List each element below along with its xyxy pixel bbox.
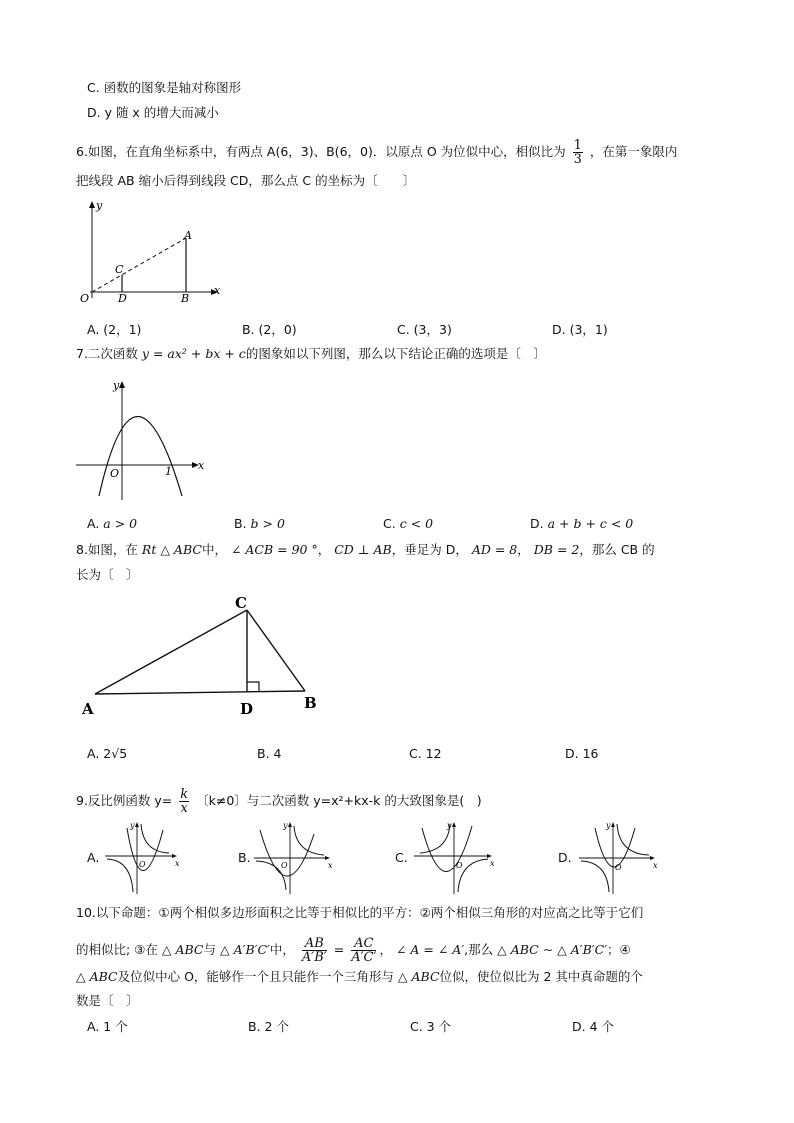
q10-text-f: ；④ — [607, 942, 631, 957]
q7-o-label: O — [110, 467, 120, 480]
q8-text-5: ， — [517, 542, 530, 557]
q6-x-label: x — [214, 284, 221, 297]
q9-graph-c[interactable] — [412, 820, 498, 896]
q6-ratio-fraction — [573, 139, 583, 166]
q10-line3 — [76, 969, 643, 985]
q7-option-b-label: B. — [234, 516, 247, 531]
q10-option-c[interactable]: C. 3 个 — [410, 1019, 452, 1034]
q10-fraction-ab — [302, 937, 327, 964]
q8-text-1: 8.如图，在 — [76, 542, 138, 557]
q6-option-a[interactable]: A. (2，1) — [87, 322, 142, 337]
q6-ratio-denominator: 3 — [573, 152, 582, 167]
q6-option-d[interactable]: D. (3，1) — [552, 322, 608, 337]
q9-fraction-denominator: x — [180, 801, 188, 816]
q10-option-a[interactable]: A. 1 个 — [87, 1019, 128, 1034]
q8-a-label: A — [82, 700, 94, 718]
q7-formula: y = ax² + bx + c — [141, 346, 246, 361]
q8-db-length: DB = 2 — [533, 542, 580, 557]
q9-option-c[interactable]: C. — [395, 850, 408, 865]
q7-prefix: 7.二次函数 — [76, 346, 138, 361]
q8-side-ac — [95, 610, 247, 694]
q10-fraction-ac-num: AC — [351, 937, 376, 951]
q9-fraction — [179, 788, 189, 815]
q9b-hyperbola-branch-1 — [294, 826, 324, 855]
q7-option-c-expr: c < 0 — [399, 516, 434, 531]
q10-triangle-abc-2: △ ABC — [76, 969, 118, 984]
q6-option-c[interactable]: C. (3，3) — [397, 322, 452, 337]
q9b-y-label: y — [283, 821, 288, 830]
q8-b-label: B — [304, 694, 317, 712]
q10-triangle-abc-3: △ ABC — [397, 969, 440, 984]
q10-text-a: 的相似比; ③在 — [76, 942, 158, 957]
q8-text-2: 中， — [201, 542, 227, 557]
q9c-y-label: y — [447, 821, 452, 830]
q10-option-b[interactable]: B. 2 个 — [248, 1019, 289, 1034]
q10-line4: 数是〔 〕 — [76, 993, 139, 1008]
q6-d-label: D — [118, 292, 127, 305]
q10-similarity: △ ABC ∼ △ A′B′C′ — [497, 942, 608, 957]
q10-angle-a: ∠ A = ∠ A′ — [395, 942, 465, 957]
q9c-parabola — [422, 826, 472, 872]
q8-option-c[interactable]: C. 12 — [409, 746, 442, 761]
q6-stem-line1 — [76, 139, 677, 166]
q6-ratio-numerator: 1 — [573, 138, 582, 153]
q9-text-2: 〔k≠0〕与二次函数 y=x²+kx-k 的大致图象是( ) — [196, 793, 482, 808]
q10-line2 — [76, 937, 631, 964]
q9a-o-label: O — [139, 860, 146, 869]
q9d-hyperbola-branch-1 — [617, 824, 649, 855]
q9d-x-label: x — [653, 861, 658, 870]
q9c-x-label: x — [490, 859, 495, 868]
q7-option-d-label: D. — [530, 516, 544, 531]
q9d-y-label: y — [606, 821, 611, 830]
q9a-y-arrow — [135, 822, 139, 827]
q7-option-b-expr: b > 0 — [250, 516, 285, 531]
q9-option-d[interactable]: D. — [558, 850, 572, 865]
q9d-x-arrow — [650, 856, 655, 860]
q10-fraction-ab-den: A′B′ — [301, 950, 327, 965]
q10-text-e: ,那么 — [464, 942, 494, 957]
q7-stem — [76, 346, 546, 362]
q8-side-ab — [95, 691, 305, 694]
q9-option-b[interactable]: B. — [238, 850, 251, 865]
q8-text-3: ， — [317, 542, 331, 557]
q10-triangle-abc-prime: △ A′B′C′ — [220, 942, 270, 957]
q6-stem-text-b: ，在第一象限内 — [589, 144, 678, 159]
q8-option-d[interactable]: D. 16 — [565, 746, 599, 761]
q9-graph-d[interactable] — [577, 820, 661, 896]
q7-parabola-curve — [99, 417, 182, 497]
q10-fraction-ac — [351, 937, 376, 964]
q9c-hyperbola-branch-1 — [420, 824, 450, 853]
q7-suffix: 的图象如以下列图，那么以下结论正确的选项是〔 〕 — [245, 346, 546, 361]
q6-b-label: B — [181, 292, 190, 305]
q7-y-axis-arrow — [119, 381, 125, 388]
q9c-x-arrow — [487, 854, 492, 858]
q8-stem-line1 — [76, 542, 655, 558]
q8-option-b[interactable]: B. 4 — [257, 746, 282, 761]
q6-a-label: A — [184, 229, 192, 242]
q8-perpendicular: CD ⊥ AB — [334, 542, 392, 557]
q10-fraction-ab-num: AB — [302, 937, 327, 951]
q8-text-4: ，垂足为 D， — [391, 542, 468, 557]
q7-y-label: y — [113, 379, 120, 392]
q9b-x-arrow — [325, 856, 330, 860]
q7-option-c-label: C. — [383, 516, 396, 531]
q9-graph-a[interactable] — [103, 820, 183, 896]
q6-stem-line2: 把线段 AB 缩小后得到线段 CD，那么点 C 的坐标为〔 〕 — [76, 173, 416, 188]
q8-triangle-figure — [76, 590, 336, 725]
q5-option-c: C. 函数的图象是轴对称图形 — [87, 80, 242, 95]
q6-stem-text-a: 6.如图，在直角坐标系中，有两点 A(6，3)、B(6，0)．以原点 O 为位似中心，相似比为 — [76, 144, 566, 159]
q10-text-b: 与 — [203, 942, 217, 957]
q7-option-a-label: A. — [87, 516, 100, 531]
q10-triangle-abc: △ ABC — [161, 942, 204, 957]
q8-c-label: C — [235, 594, 247, 612]
q10-line1: 10.以下命题：①两个相似多边形面积之比等于相似比的平方：②两个相似三角形的对应高之比等于它们 — [76, 905, 644, 920]
q6-coordinate-figure — [70, 198, 230, 308]
q7-one-label: 1 — [165, 465, 172, 478]
q7-option-a[interactable] — [87, 516, 137, 532]
q9a-x-label: x — [175, 859, 180, 868]
q9-text-1: 9.反比例函数 y= — [76, 793, 173, 808]
q7-option-c[interactable] — [383, 516, 433, 532]
q7-option-b[interactable] — [234, 516, 285, 532]
q9c-y-arrow — [452, 822, 456, 827]
q8-rt-triangle: Rt △ ABC — [141, 542, 202, 557]
q7-option-d[interactable] — [530, 516, 633, 532]
q9b-x-label: x — [328, 861, 333, 870]
q10-text-d: ， — [379, 942, 392, 957]
q9c-o-label: O — [456, 861, 463, 870]
q9b-o-label: O — [281, 861, 288, 870]
q8-stem-line2: 长为〔 〕 — [76, 567, 139, 582]
q9b-y-arrow — [288, 822, 292, 827]
q6-o-label: O — [80, 292, 90, 305]
q6-c-label: C — [115, 263, 124, 276]
q10-text-g: 及位似中心 O，能够作一个且只能作一个三角形与 — [117, 969, 394, 984]
q7-parabola-figure — [70, 372, 210, 502]
q9d-hyperbola-branch-2 — [581, 861, 609, 892]
q9a-hyperbola-branch-2 — [107, 859, 133, 892]
q9-fraction-numerator: k — [180, 787, 189, 802]
q10-fraction-ac-den: A′C′ — [351, 950, 377, 965]
q9a-hyperbola-branch-1 — [141, 824, 169, 853]
q8-d-label: D — [240, 700, 254, 718]
q9-option-a[interactable]: A. — [87, 850, 100, 865]
q6-y-axis-arrow — [89, 201, 95, 208]
q8-angle-acb: ∠ ACB = 90 ° — [230, 542, 318, 557]
q8-option-a[interactable]: A. 2√5 — [87, 746, 128, 761]
q8-right-angle-mark — [247, 682, 259, 692]
q9-stem — [76, 788, 482, 815]
q10-option-d[interactable]: D. 4 个 — [572, 1019, 614, 1034]
q9a-y-label: y — [130, 821, 135, 830]
q9d-parabola — [595, 828, 635, 867]
q10-equals: = — [333, 942, 345, 957]
q8-text-6: ，那么 CB 的 — [579, 542, 655, 557]
q9d-o-label: O — [615, 863, 622, 872]
q10-text-c: 中， — [269, 942, 295, 957]
q6-dashed-line-oa — [92, 238, 186, 292]
q8-side-cb — [247, 610, 305, 691]
q10-text-h: 位似，使位似比为 2 其中真命题的个 — [439, 969, 643, 984]
q7-option-a-expr: a > 0 — [103, 516, 138, 531]
q8-ad-length: AD = 8 — [471, 542, 518, 557]
q7-option-d-expr: a + b + c < 0 — [547, 516, 634, 531]
q9-graph-b[interactable] — [252, 820, 336, 896]
q5-option-d: D. y 随 x 的增大而减小 — [87, 105, 219, 120]
q6-option-b[interactable]: B. (2，0) — [242, 322, 297, 337]
q7-x-label: x — [198, 459, 205, 472]
q9d-y-arrow — [611, 822, 615, 827]
q6-y-label: y — [96, 199, 103, 212]
q9a-x-arrow — [172, 854, 177, 858]
